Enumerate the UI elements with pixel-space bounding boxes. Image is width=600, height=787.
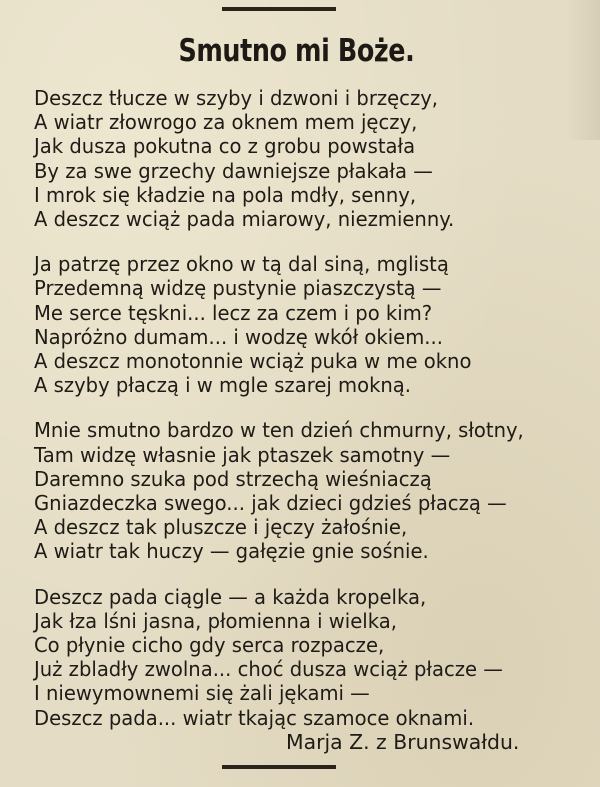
author-signature: Marja Z. z Brunswałdu. xyxy=(286,730,520,754)
poem-title: Smutno mi Boże. xyxy=(178,33,415,69)
poem-line: Daremno szuka pod strzechą wieśniaczą xyxy=(34,466,432,491)
poem-body xyxy=(34,86,574,751)
poem-line: Deszcz pada ciągle — a każda kropelka, xyxy=(34,584,427,609)
top-rule-divider xyxy=(222,7,336,11)
poem-line: By za swe grzechy dawniejsze płakała — xyxy=(34,158,433,183)
poem-line: Deszcz pada... wiatr tkając szamoce oknami. xyxy=(34,705,475,730)
poem-line: Deszcz tłucze w szyby i dzwoni i brzęczy, xyxy=(34,86,439,110)
poem-line: Tam widzę własnie jak ptaszek samotny — xyxy=(34,442,451,467)
poem-line: Me serce tęskni... lecz za czem i po kim? xyxy=(34,300,433,325)
poem-line: Mnie smutno bardzo w ten dzień chmurny, słotny, xyxy=(34,418,524,443)
poem-line: A wiatr złowrogo za oknem mem jęczy, xyxy=(34,110,418,135)
poem-line: Jak łza lśni jasna, płomienna i wielka, xyxy=(34,608,397,633)
poem-line: Napróżno dumam... i wodzę wkół okiem... xyxy=(34,324,443,349)
poem-line: A deszcz monotonnie wciąż puka w me okno xyxy=(34,349,472,374)
poem-line: A deszcz tak pluszcze i jęczy żałośnie, xyxy=(34,515,408,540)
poem-line: I mrok się kładzie na pola mdły, senny, xyxy=(34,182,417,207)
poem-line: A wiatr tak huczy — gałęzie gnie sośnie. xyxy=(34,539,429,564)
stanza-2 xyxy=(34,252,574,397)
poem-line: Ja patrzę przez okno w tą dal siną, mglistą xyxy=(34,252,449,277)
poem-line: A deszcz wciąż pada miarowy, niezmienny. xyxy=(34,207,455,232)
poem-line: Gniazdeczka swego... jak dzieci gdzieś płaczą — xyxy=(34,491,507,516)
stanza-4 xyxy=(34,585,574,730)
poem-line: Jak dusza pokutna co z grobu powstała xyxy=(34,134,416,159)
poem-line: I niewymownemi się żali jękami — xyxy=(34,681,370,706)
bottom-rule-divider xyxy=(222,765,336,769)
poem-line: Co płynie cicho gdy serca rozpacze, xyxy=(34,633,385,658)
poem-line: Już zbladły zwolna... choć dusza wciąż płacze — xyxy=(34,657,503,682)
stanza-3 xyxy=(34,418,574,563)
stanza-1 xyxy=(34,86,574,231)
poem-line: A szyby płaczą i w mgle szarej mokną. xyxy=(34,373,412,398)
poem-line: Przedemną widzę pustynie piaszczystą — xyxy=(34,276,442,301)
